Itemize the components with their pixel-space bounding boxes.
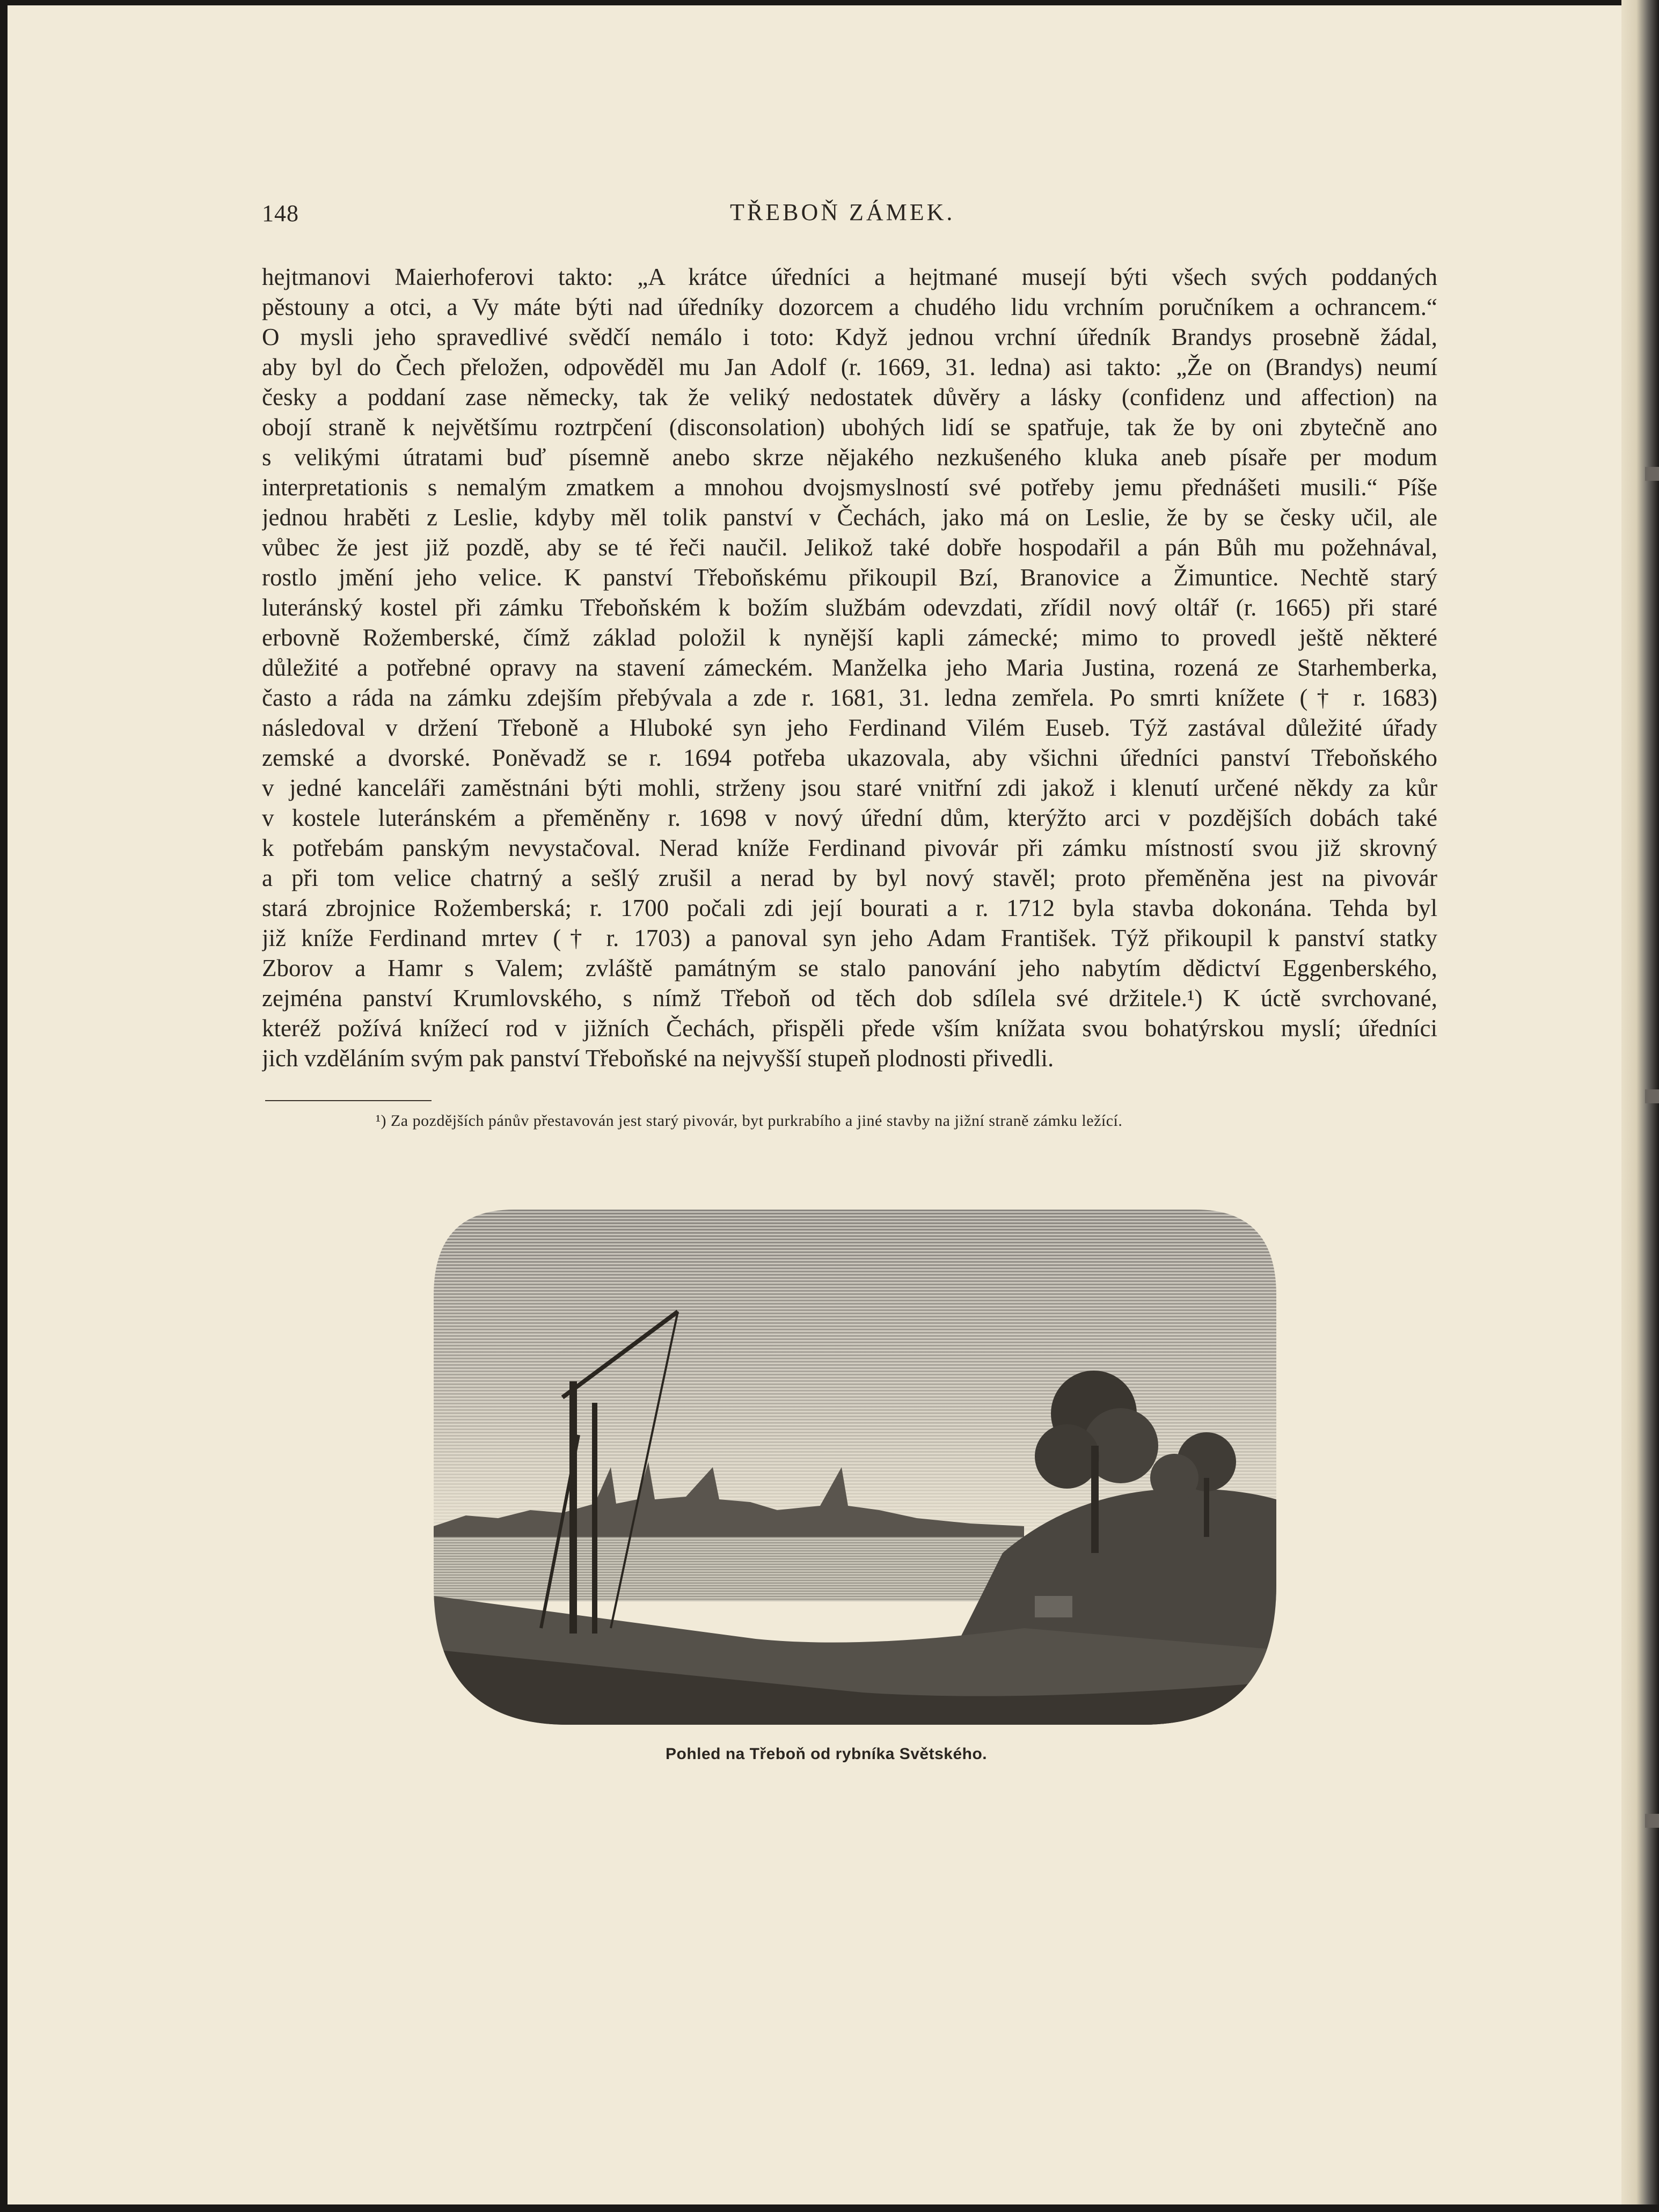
footnote: ¹) Za pozdějších pánův přestavován jest starý pivovár, byt purkrabího a jiné stavby na jižní straně zámku ležící. — [376, 1112, 1123, 1130]
body-line: a při tom velice chatrný a sešlý zrušil a nerad by byl nový stavěl; proto přeměněna jest na pivovár — [262, 865, 1437, 891]
body-line: jednou hraběti z Leslie, kdyby měl tolik panství v Čechách, jako má on Leslie, že by se česky učil, ale — [262, 504, 1437, 531]
illustration-caption: Pohled na Třeboň od rybníka Světského. — [666, 1745, 988, 1763]
body-line: k potřebám panským nevystačoval. Nerad kníže Ferdinand pivovár při zámku místností svou již skrovný — [262, 834, 1437, 861]
body-line: O mysli jeho spravedlivé svědčí nemálo i toto: Když jednou vrchní úředník Brandys prosebně žádal, — [262, 324, 1437, 350]
body-line: následoval v držení Třeboně a Hluboké syn jeho Ferdinand Vilém Euseb. Týž zastával důležité úřady — [262, 714, 1437, 741]
footnote-rule — [265, 1100, 432, 1101]
engraving-illustration — [434, 1210, 1276, 1725]
body-line: kteréž požívá knížecí rod v jižních Čechách, přispěli přede vším knížata svou bohatýrskou myslí; úředníci — [262, 1015, 1437, 1042]
body-line: interpretationis s nemalým zmatkem a mnohou dvojsmyslností své potřeby jemu přednášeti musili.“ Píše — [262, 474, 1437, 501]
body-line: rostlo jmění jeho velice. K panství Třeboňskému přikoupil Bzí, Branovice a Žimuntice. Nechtě starý — [262, 564, 1437, 591]
binding-hole — [1645, 1814, 1659, 1828]
body-line: často a ráda na zámku zdejším přebývala a zde r. 1681, 31. ledna zemřela. Po smrti knížete († r. 1683) — [262, 684, 1437, 711]
body-line: pěstouny a otci, a Vy máte býti nad úředníky dozorcem a chudého lidu vrchním poručníkem a ochrancem.“ — [262, 294, 1437, 320]
body-line: zemské a dvorské. Poněvadž se r. 1694 potřeba ukazovala, aby všichni úředníci panství Třeboňského — [262, 744, 1437, 771]
binding-hole — [1645, 467, 1659, 481]
body-line: aby byl do Čech přeložen, odpověděl mu Jan Adolf (r. 1669, 31. ledna) asi takto: „Že on (Brandys) neumí — [262, 354, 1437, 380]
running-head: TŘEBOŇ ZÁMEK. — [730, 199, 955, 225]
page-number: 148 — [262, 200, 299, 226]
body-line: luteránský kostel při zámku Třeboňském k božím službám odevzdati, zřídil nový oltář (r. 1665) při staré — [262, 594, 1437, 621]
body-line: hejtmanovi Maierhoferovi takto: „A krátce úředníci a hejtmané musejí býti všech svých poddaných — [262, 263, 1437, 290]
body-line: v jedné kanceláři zaměstnáni býti mohli, strženy jsou staré vnitřní zdi jakož i klenutí určené někdy za kůr — [262, 774, 1437, 801]
body-line: vůbec že jest již pozdě, aby se té řeči naučil. Jelikož také dobře hospodařil a pán Bůh mu požehnával, — [262, 534, 1437, 561]
body-line: důležité a potřebné opravy na stavení zámeckém. Manželka jeho Maria Justina, rozená ze Starhemberka, — [262, 654, 1437, 681]
page-bottom-edge — [0, 2204, 1659, 2212]
binding-hole — [1645, 1089, 1659, 1103]
body-line: stará zbrojnice Rožemberská; r. 1700 počali zdi její bourati a r. 1712 byla stavba dokonána. Tehda byl — [262, 895, 1437, 921]
body-line: již kníže Ferdinand mrtev († r. 1703) a panoval syn jeho Adam František. Týž přikoupil k panství statky — [262, 925, 1437, 951]
body-line: zejména panství Krumlovského, s nímž Třeboň od těch dob sdílela své držitele.¹) K úctě svrchované, — [262, 985, 1437, 1012]
body-line: Zborov a Hamr s Valem; zvláště památným se stalo panování jeho nabytím dědictví Eggenberského, — [262, 955, 1437, 982]
body-line: česky a poddaní zase německy, tak že veliký nedostatek důvěry a lásky (confidenz und affection) na — [262, 384, 1437, 411]
body-text — [262, 262, 1437, 1073]
body-line: erbovně Rožemberské, čímž základ položil k nynější kapli zámecké; mimo to provedl ještě některé — [262, 624, 1437, 651]
body-line: jich vzděláním svým pak panství Třeboňské na nejvyšší stupeň plodnosti přivedli. — [262, 1045, 1054, 1072]
body-line: v kostele luteránském a přeměněny r. 1698 v nový úřední dům, kterýžto arci v pozdějších dobách také — [262, 804, 1437, 831]
body-line: s velikými útratami buď písemně anebo skrze nějakého nezkušeného kluka aneb písaře per modum — [262, 444, 1437, 471]
page-binding-edge — [1621, 0, 1659, 2212]
body-line: obojí straně k největšímu roztrpčení (disconsolation) ubohých lidí se spatřuje, tak že by oni zbytečně ano — [262, 414, 1437, 441]
